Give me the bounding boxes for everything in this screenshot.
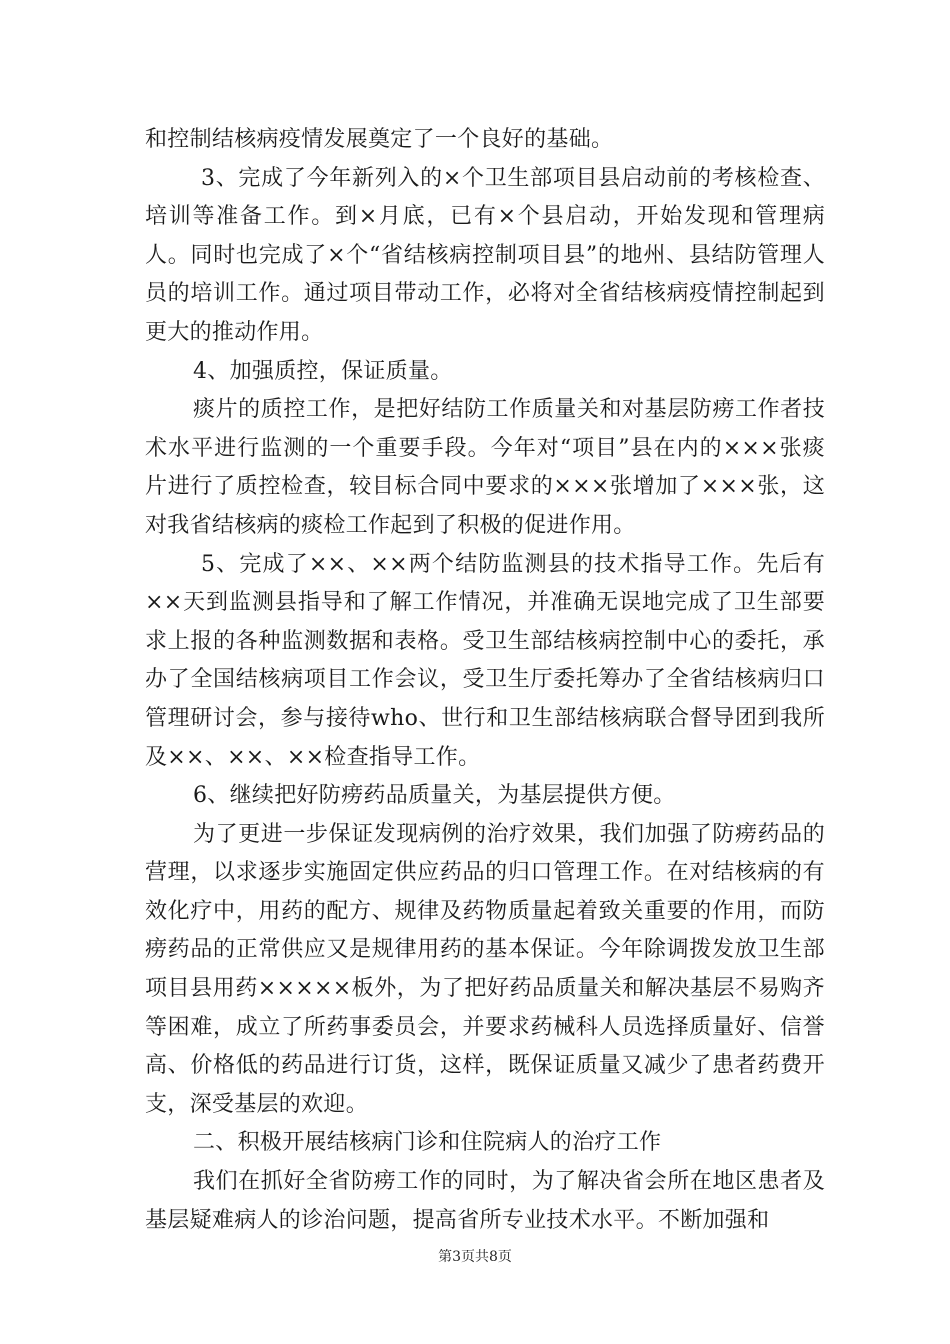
paragraph-item-4-heading: 4、加强质控，保证质量。 <box>193 358 453 384</box>
paragraph-quality-control: 痰片的质控工作，是把好结防工作质量关和对基层防痨工作者技术水平进行监测的一个重要手段。今年对“项目”县在内的×××张痰片进行了质控检查，较目标合同中要求的×××张增加了×××张，这对我省结核病的痰检工作起到了积极的促进作用。 <box>145 397 825 538</box>
paragraph-item-3: 3、完成了今年新列入的×个卫生部项目县启动前的考核检查、培训等准备工作。到×月底，已有×个县启动，开始发现和管理病人。同时也完成了×个“省结核病控制项目县”的地州、县结防管理人员的培训工作。通过项目带动工作，必将对全省结核病疫情控制起到更大的推动作用。 <box>145 165 825 345</box>
paragraph-drug-supply: 为了更进一步保证发现病例的治疗效果，我们加强了防痨药品的营理，以求逐步实施固定供应药品的归口管理工作。在对结核病的有效化疗中，用药的配方、规律及药物质量起着致关重要的作用，而防痨药品的正常供应又是规律用药的基本保证。今年除调拨发放卫生部项目县用药×××××板外，为了把好药品质量关和解决基层不易购齐等困难，成立了所药事委员会，并要求药械科人员选择质量好、信誉高、价格低的药品进行订货，这样，既保证质量又减少了患者药费开支，深受基层的欢迎。 <box>145 821 825 1117</box>
paragraph-item-5: 5、完成了××、××两个结防监测县的技术指导工作。先后有××天到监测县指导和了解工作情况，并准确无误地完成了卫生部要求上报的各种监测数据和表格。受卫生部结核病控制中心的委托，承办了全国结核病项目工作会议，受卫生厅委托筹办了全省结核病归口管理研讨会，参与接待who、世行和卫生部结核病联合督导团到我所及××、××、××检查指导工作。 <box>145 551 825 770</box>
page-number-footer: 第3页共8页 <box>438 1249 512 1265</box>
paragraph-continuation: 和控制结核病疫情发展奠定了一个良好的基础。 <box>145 127 614 152</box>
section-heading-treatment: 二、积极开展结核病门诊和住院病人的治疗工作 <box>193 1130 662 1156</box>
document-body <box>145 121 825 1240</box>
paragraph-treatment: 我们在抓好全省防痨工作的同时，为了解决省会所在地区患者及基层疑难病人的诊治问题，提高省所专业技术水平。不断加强和 <box>145 1169 825 1233</box>
paragraph-item-6-heading: 6、继续把好防痨药品质量关，为基层提供方便。 <box>193 783 676 809</box>
